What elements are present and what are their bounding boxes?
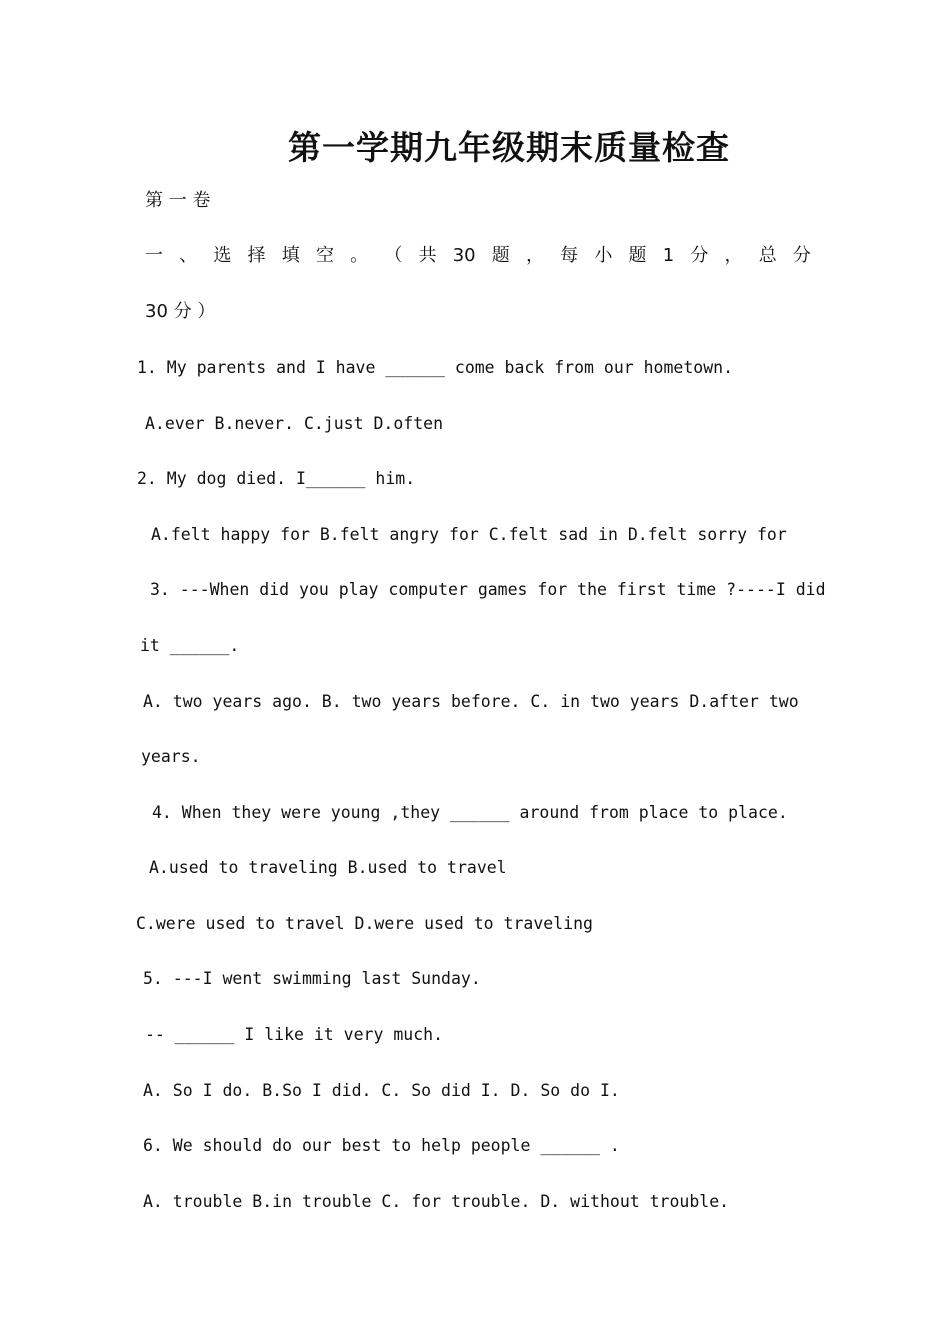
- question-6-options: A. trouble B.in trouble C. for trouble. D. without trouble.: [143, 1192, 730, 1211]
- heading-token: 总: [758, 245, 777, 266]
- question-6: 6. We should do our best to help people ______ .: [143, 1136, 620, 1155]
- heading-token: 。: [350, 245, 369, 266]
- heading-token: 每: [560, 245, 579, 266]
- heading-token: （: [384, 245, 403, 266]
- question-5: 5. ---I went swimming last Sunday.: [143, 969, 481, 988]
- heading-token: 、: [179, 245, 198, 266]
- heading-token: 空: [315, 245, 334, 266]
- question-5-dialogue: -- ______ I like it very much.: [145, 1025, 444, 1044]
- heading-token: 共: [418, 245, 437, 266]
- question-3-options: A. two years ago. B. two years before. C. in two years D.after two: [143, 692, 799, 711]
- heading-token: ，: [525, 245, 544, 266]
- exam-title: 第一学期九年级期末质量检查: [288, 128, 730, 167]
- heading-token: 题: [628, 245, 647, 266]
- heading-token: 小: [594, 245, 613, 266]
- question-4: 4. When they were young ,they ______ around from place to place.: [152, 803, 788, 822]
- question-4-options-line-1: A.used to traveling B.used to travel: [149, 858, 507, 877]
- heading-token: 一: [145, 245, 163, 266]
- heading-token: 分: [690, 245, 709, 266]
- question-1: 1. My parents and I have ______ come back from our hometown.: [137, 358, 734, 377]
- volume-label: 第 一 卷: [145, 190, 211, 211]
- question-1-options: A.ever B.never. C.just D.often: [145, 414, 444, 433]
- heading-token: 分: [792, 245, 811, 266]
- question-2: 2. My dog died. I______ him.: [137, 469, 416, 488]
- question-4-options-line-2: C.were used to travel D.were used to traveling: [136, 914, 593, 933]
- question-5-options: A. So I do. B.So I did. C. So did I. D. So do I.: [143, 1081, 620, 1100]
- heading-token: ，: [724, 245, 743, 266]
- section-heading: [145, 245, 811, 267]
- heading-token: 选: [213, 245, 232, 266]
- section-heading-continuation: 30 分 ）: [145, 301, 216, 322]
- heading-token: 30: [452, 245, 476, 266]
- question-2-options: A.felt happy for B.felt angry for C.felt sad in D.felt sorry for: [151, 525, 787, 544]
- heading-token: 择: [247, 245, 266, 266]
- heading-token: 1: [662, 245, 675, 266]
- heading-token: 题: [491, 245, 510, 266]
- heading-token: 填: [281, 245, 300, 266]
- question-3-options-continuation: years.: [141, 747, 201, 766]
- question-3-continuation: it ______.: [140, 636, 240, 655]
- question-3: 3. ---When did you play computer games for the first time ?----I did: [150, 580, 826, 599]
